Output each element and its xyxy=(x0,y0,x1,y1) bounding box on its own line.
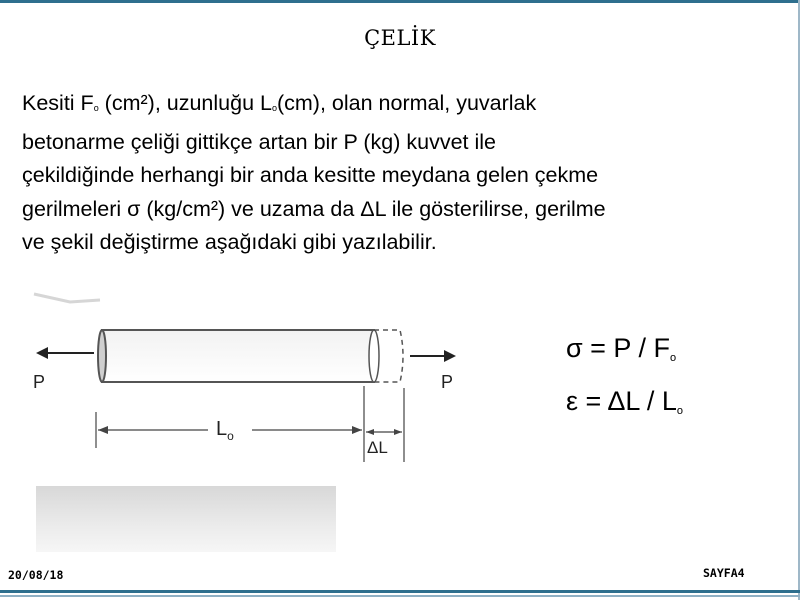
steel-bar xyxy=(102,330,374,382)
force-label-left: P xyxy=(33,372,46,392)
dim-arrow-l-right xyxy=(352,426,362,434)
bottom-border-light xyxy=(0,595,800,597)
strain-formula: $\varepsilon = \Delta L / L_o$ xyxy=(566,386,684,417)
dim-arrow-l-left xyxy=(98,426,108,434)
right-arrow-head xyxy=(444,350,456,362)
bottom-border xyxy=(0,590,800,593)
paragraph-line-1: Kesiti $F_o$ (cm²), uzunluğu $L_o(cm)$, olan normal, yuvarlak xyxy=(22,91,537,115)
bar-left-end xyxy=(98,330,106,382)
body-paragraph xyxy=(22,87,782,260)
top-border xyxy=(0,0,800,3)
length-label: $L_o$ xyxy=(216,418,234,443)
paragraph-line-3: çekildiğinde herhangi bir anda kesitte meydana gelen çekme xyxy=(22,163,599,187)
dim-arrow-delta-left xyxy=(366,429,374,435)
slide-title: ÇELİK xyxy=(364,26,436,50)
footer-date: 20/08/18 xyxy=(8,568,64,582)
tension-bar-figure xyxy=(30,290,470,480)
delta-length-label: ΔL xyxy=(367,438,388,457)
paragraph-line-4: gerilmeleri σ (kg/cm²) ve uzama da ΔL ile gösterilirse, gerilme xyxy=(22,196,606,221)
force-label-right: P xyxy=(441,372,454,392)
bar-diagram xyxy=(30,290,470,480)
paragraph-line-5: ve şekil değiştirme aşağıdaki gibi yazılabilir. xyxy=(22,230,437,254)
stress-formula: $\sigma = P / F_o$ xyxy=(566,333,677,364)
scan-streak xyxy=(34,294,100,302)
left-arrow-head xyxy=(36,347,48,359)
gray-shaded-band xyxy=(36,486,336,552)
bar-right-end xyxy=(369,330,379,382)
footer-page-number: SAYFA4 xyxy=(703,566,745,580)
paragraph-line-2: betonarme çeliği gittikçe artan bir P (kg) kuvvet ile xyxy=(22,129,497,154)
dim-arrow-delta-right xyxy=(394,429,402,435)
